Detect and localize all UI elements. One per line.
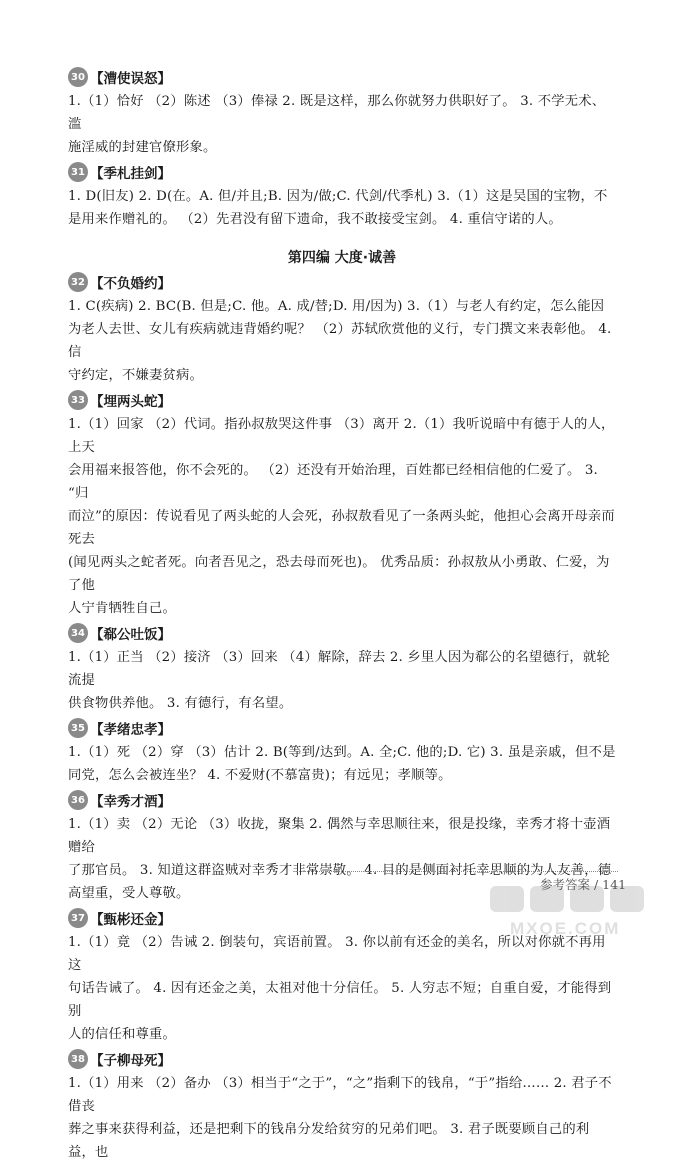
answer-entry (68, 271, 616, 387)
entry-title: 【季札挂剑】 (90, 166, 171, 182)
entry-text-line: 高望重，受人尊敬。 (68, 886, 190, 901)
entry-text-line: 了那官员。 3. 知道这群盗贼对幸秀才非常崇敬。 4. 目的是侧面衬托幸思顺的为人友善，德 (68, 863, 612, 878)
entry-number-badge: 37 (68, 908, 88, 928)
entry-text-line: 为老人去世、女儿有疾病就违背婚约呢？ （2）苏轼欣赏他的义行，专门撰文来表彰他。 4. 信 (68, 322, 616, 360)
answer-entry (68, 389, 616, 620)
entry-text-line: 1.（1）正当 （2）接济 （3）回来 （4）解除，辞去 2. 乡里人因为郗公的名望德行，就轮流提 (68, 650, 610, 688)
entry-heading (68, 161, 616, 183)
entry-title: 【埋两头蛇】 (90, 394, 171, 410)
entry-number-badge: 34 (68, 623, 88, 643)
watermark-logo (470, 884, 670, 940)
entry-heading (68, 622, 616, 644)
entry-number-badge: 32 (68, 272, 88, 292)
entry-text-line: 而泣”的原因：传说看见了两头蛇的人会死，孙叔敖看见了一条两头蛇，他担心会离开母亲而死去 (68, 509, 615, 547)
entry-number-badge: 31 (68, 162, 88, 182)
svg-text:MXQE.COM: MXQE.COM (510, 919, 621, 938)
entry-title: 【不负婚约】 (90, 276, 171, 292)
footer-rule (296, 871, 618, 872)
entry-title: 【孝绪忠孝】 (90, 722, 171, 738)
entry-text-line: 施淫威的封建官僚形象。 (68, 140, 217, 155)
entry-title: 【幸秀才酒】 (90, 794, 171, 810)
entry-title: 【漕使误怒】 (90, 71, 171, 87)
entry-text-line: 人宁肯牺牲自己。 (68, 601, 176, 616)
answer-entry (68, 161, 616, 231)
answer-entry (68, 1048, 616, 1164)
entry-text-line: 1. C(疾病) 2. BC(B. 但是;C. 他。A. 成/替;D. 用/因为) 3.（1）与老人有约定，怎么能因 (68, 299, 605, 314)
entry-number-badge: 33 (68, 390, 88, 410)
answer-entry (68, 717, 616, 787)
entries-top (68, 66, 616, 231)
entry-title: 【甄彬还金】 (90, 912, 171, 928)
entry-title: 【郗公吐饭】 (90, 627, 171, 643)
entry-heading (68, 389, 616, 411)
entry-text-line: 1.（1）恰好 （2）陈述 （3）俸禄 2. 既是这样，那么你就努力供职好了。 3. 不学无术、滥 (68, 94, 606, 132)
entries-main (68, 271, 616, 1164)
answer-entry (68, 66, 616, 159)
entry-text-line: 同党，怎么会被连坐？ 4. 不爱财(不慕富贵)；有远见；孝顺等。 (68, 768, 452, 783)
entry-number-badge: 30 (68, 67, 88, 87)
entry-text-line: 供食物供养他。 3. 有德行，有名望。 (68, 696, 293, 711)
entry-text-line: 守约定，不嫌妻贫病。 (68, 368, 203, 383)
entry-text-line: 1. D(旧友) 2. D(在。A. 但/并且;B. 因为/做;C. 代剑/代季札) 3.（1）这是吴国的宝物，不 (68, 189, 608, 204)
entry-title: 【子柳母死】 (90, 1053, 171, 1069)
entry-number-badge: 36 (68, 790, 88, 810)
entry-text-line: 1.（1）死 （2）穿 （3）估计 2. B(等到/达到。A. 全;C. 他的;D. 它) 3. 虽是亲戚，但不是 (68, 745, 616, 760)
answer-page (68, 64, 616, 1164)
entry-text-line: 句话告诫了。 4. 因有还金之美，太祖对他十分信任。 5. 人穷志不短；自重自爱，才能得到别 (68, 981, 612, 1019)
entry-heading (68, 1048, 616, 1070)
entry-text-line: 人的信任和尊重。 (68, 1027, 176, 1042)
entry-text-line: 1.（1）回家 （2）代词。指孙叔敖哭这件事 （3）离开 2.（1）我听说暗中有德于人的人，上天 (68, 417, 615, 455)
entry-text-line: 会用福来报答他，你不会死的。 （2）还没有开始治理，百姓都已经相信他的仁爱了。 3. “归 (68, 463, 603, 501)
entry-heading (68, 717, 616, 739)
entry-text-line: 1.（1）用来 （2）备办 （3）相当于“之于”，“之”指剩下的钱帛，“于”指给…… 2. 君子不借丧 (68, 1076, 612, 1114)
entry-number-badge: 35 (68, 718, 88, 738)
section-title: 第四编 大度·诚善 (287, 250, 397, 266)
answer-entry (68, 622, 616, 715)
entry-heading (68, 66, 616, 88)
entry-text-line: (闻见两头之蛇者死。向者吾见之，恐去母而死也)。 优秀品质：孙叔敖从小勇敢、仁爱，为了他 (68, 555, 610, 593)
entry-text-line: 葬之事来获得利益，还是把剩下的钱帛分发给贫穷的兄弟们吧。 3. 君子既要顾自己的利益，也 (68, 1122, 590, 1160)
entry-text-line: 是用来作赠礼的。 （2）先君没有留下遗命，我不敢接受宝剑。 4. 重信守诺的人。 (68, 212, 562, 227)
entry-text-line: 1.（1）卖 （2）无论 （3）收拢，聚集 2. 偶然与幸思顺往来，很是投缘，幸秀才将十壶酒赠给 (68, 817, 611, 855)
entry-heading (68, 271, 616, 293)
page-footer: 参考答案 / 141 (540, 877, 627, 892)
entry-text-line: 1.（1）竟 （2）告诫 2. 倒装句，宾语前置。 3. 你以前有还金的美名，所以对你就不再用这 (68, 935, 606, 973)
entry-heading (68, 789, 616, 811)
entry-number-badge: 38 (68, 1049, 88, 1069)
